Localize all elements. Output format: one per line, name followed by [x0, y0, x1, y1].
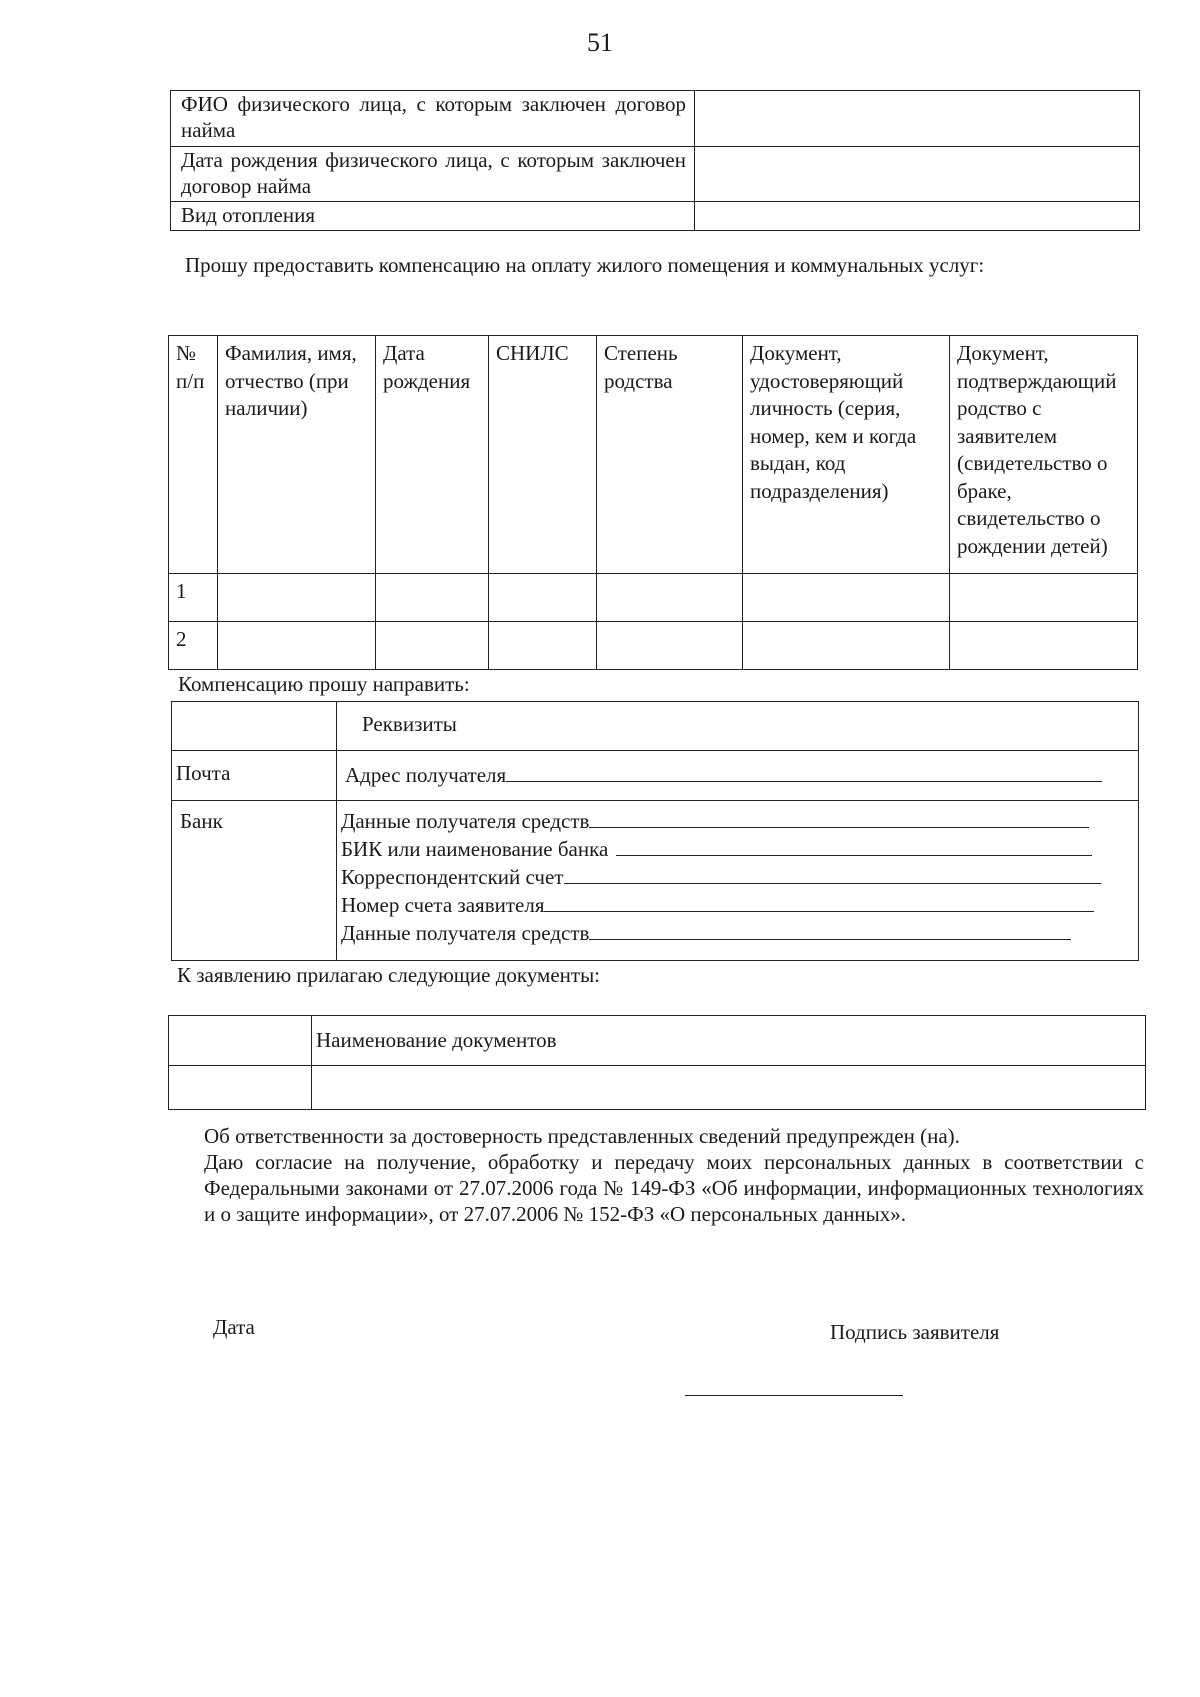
info-label-tenant-birthdate: Дата рождения физического лица, с которым заключен договор найма	[171, 147, 695, 202]
cell-kinship-doc[interactable]	[950, 574, 1138, 622]
recipient-address-input[interactable]	[506, 761, 1102, 782]
mail-fields	[337, 751, 1139, 801]
signature-label: Подпись заявителя	[830, 1320, 1000, 1344]
cell-identity-doc[interactable]	[743, 574, 950, 622]
col-header-number: № п/п	[169, 336, 218, 574]
cell-birthdate[interactable]	[376, 574, 489, 622]
cell-kinship-doc[interactable]	[950, 622, 1138, 670]
table-row	[169, 574, 1138, 622]
info-table	[170, 90, 1140, 231]
attachments-corner-cell	[169, 1016, 312, 1066]
bank-field-applicant-account-label: Номер счета заявителя	[341, 893, 545, 917]
col-header-kinship-doc: Документ, подтверждающий родство с заявителем (свидетельство о браке, свидетельство о рождении детей)	[950, 336, 1138, 574]
family-table	[168, 335, 1138, 670]
bank-field-recipient-label: Данные получателя средств	[341, 809, 590, 833]
cell-relation[interactable]	[597, 622, 743, 670]
col-header-birthdate: Дата рождения	[376, 336, 489, 574]
attachments-title: К заявлению прилагаю следующие документы:	[177, 963, 601, 987]
consent-block	[204, 1123, 1144, 1227]
cell-identity-doc[interactable]	[743, 622, 950, 670]
bank-field-applicant-account-input[interactable]	[544, 891, 1094, 912]
row-number: 2	[169, 622, 218, 670]
col-header-relation: Степень родства	[597, 336, 743, 574]
bank-field-bik-label: БИК или наименование банка	[341, 837, 609, 861]
payment-table	[171, 701, 1139, 961]
info-label-heating-type: Вид отопления	[171, 202, 695, 231]
col-header-snils: СНИЛС	[489, 336, 597, 574]
bank-fields	[337, 801, 1139, 961]
requisites-header: Реквизиты	[337, 702, 1139, 751]
row-number: 1	[169, 574, 218, 622]
responsibility-text: Об ответственности за достоверность представленных сведений предупрежден (на).	[204, 1124, 960, 1148]
cell-snils[interactable]	[489, 574, 597, 622]
documents-header: Наименование документов	[312, 1016, 1146, 1066]
signature-line[interactable]	[685, 1395, 903, 1396]
cell-full-name[interactable]	[218, 574, 376, 622]
info-label-tenant-name: ФИО физического лица, с которым заключен договор найма	[171, 91, 695, 147]
attachment-name-cell[interactable]	[312, 1066, 1146, 1110]
consent-text: Даю согласие на получение, обработку и передачу моих персональных данных в соответствии с Федеральными законами от 27.07.2006 года № 149-ФЗ «Об информации, информационных технологиях и о защите информации», от 27.07.2006 № 152-ФЗ «О персональных данных».	[204, 1150, 1144, 1226]
info-value-tenant-birthdate[interactable]	[695, 147, 1140, 202]
table-row	[169, 622, 1138, 670]
info-value-heating-type[interactable]	[695, 202, 1140, 231]
attachment-number-cell[interactable]	[169, 1066, 312, 1110]
bank-field-corr-account-label: Корреспондентский счет	[341, 865, 564, 889]
intro-text: Прошу предоставить компенсацию на оплату жилого помещения и коммунальных услуг:	[185, 253, 985, 277]
info-value-tenant-name[interactable]	[695, 91, 1140, 147]
cell-relation[interactable]	[597, 574, 743, 622]
bank-field-bik-input[interactable]	[616, 835, 1092, 856]
payment-corner-cell	[172, 702, 337, 751]
bank-field-corr-account-input[interactable]	[564, 863, 1101, 884]
bank-field-recipient-input[interactable]	[589, 807, 1089, 828]
bank-field-recipient2-label: Данные получателя средств	[341, 921, 590, 945]
page-number: 51	[587, 28, 613, 57]
attachments-table	[168, 1015, 1146, 1110]
recipient-address-label: Адрес получателя	[345, 763, 507, 787]
cell-birthdate[interactable]	[376, 622, 489, 670]
bank-label: Банк	[172, 801, 337, 961]
col-header-identity-doc: Документ, удостоверяющий личность (серия, номер, кем и когда выдан, код подразделения)	[743, 336, 950, 574]
cell-full-name[interactable]	[218, 622, 376, 670]
col-header-full-name: Фамилия, имя, отчество (при наличии)	[218, 336, 376, 574]
cell-snils[interactable]	[489, 622, 597, 670]
bank-field-recipient2-input[interactable]	[589, 919, 1071, 940]
compensation-title: Компенсацию прошу направить:	[178, 672, 470, 696]
date-label: Дата	[213, 1315, 255, 1339]
mail-label: Почта	[172, 751, 337, 801]
